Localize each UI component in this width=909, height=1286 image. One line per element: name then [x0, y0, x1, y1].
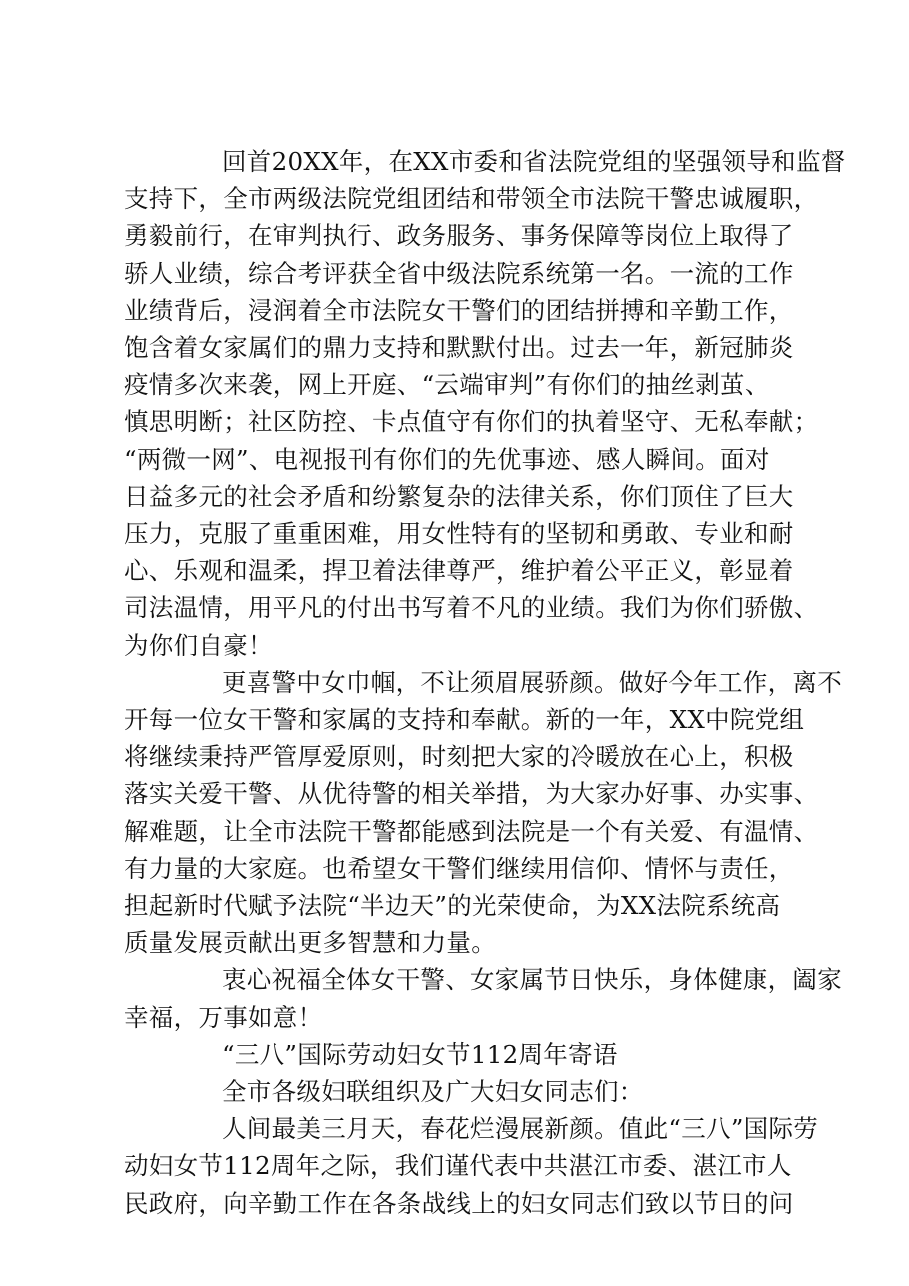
text-line: 司法温情，用平凡的付出书写着不凡的业绩。我们为你们骄傲、	[124, 593, 819, 623]
paragraph-blessing	[124, 961, 842, 1035]
text-line: 落实关爱干警、从优待警的相关举措，为大家办好事、办实事、	[124, 779, 819, 809]
text-line: 质量发展贡献出更多智慧和力量。	[124, 928, 496, 958]
text-line: 勇毅前行，在审判执行、政务服务、事务保障等岗位上取得了	[124, 221, 794, 251]
text-line: 为你们自豪！	[124, 630, 273, 660]
text-line: 人间最美三月天，春花烂漫展新颜。值此“三八”国际劳	[222, 1114, 819, 1144]
text-line: 将继续秉持严管厚爱原则，时刻把大家的冷暖放在心上，积极	[124, 742, 794, 772]
paragraph-review	[124, 143, 846, 664]
text-line: 疫情多次来袭，网上开庭、“云端审判”有你们的抽丝剥茧、	[124, 370, 770, 400]
text-line: 骄人业绩，综合考评获全省中级法院系统第一名。一流的工作	[124, 258, 794, 288]
text-line: 衷心祝福全体女干警、女家属节日快乐，身体健康，阖家	[222, 965, 842, 995]
text-line: “两微一网”、电视报刊有你们的先优事迹、感人瞬间。面对	[124, 444, 770, 474]
section-title	[124, 1036, 798, 1073]
text-line: 日益多元的社会矛盾和纷繁复杂的法律关系，你们顶住了巨大	[124, 481, 794, 511]
text-line: 有力量的大家庭。也希望女干警们继续用信仰、情怀与责任，	[124, 853, 794, 883]
salutation	[124, 1073, 798, 1110]
text-line: “三八”国际劳动妇女节112周年寄语	[222, 1039, 618, 1069]
text-line: 压力，克服了重重困难，用女性特有的坚韧和勇敢、专业和耐	[124, 519, 794, 549]
text-line: 开每一位女干警和家属的支持和奉献。新的一年，XX中院党组	[124, 705, 805, 735]
text-line: 更喜警中女巾帼，不让须眉展骄颜。做好今年工作，离不	[222, 667, 842, 697]
text-line: 饱含着女家属们的鼎力支持和默默付出。过去一年，新冠肺炎	[124, 333, 794, 363]
text-line: 民政府，向辛勤工作在各条战线上的妇女同志们致以节日的问	[124, 1188, 794, 1218]
paragraph-greeting	[124, 1110, 819, 1222]
text-line: 回首20XX年，在XX市委和省法院党组的坚强领导和监督	[222, 147, 846, 176]
paragraph-outlook	[124, 664, 842, 962]
text-line: 支持下，全市两级法院党组团结和带领全市法院干警忠诚履职，	[124, 184, 819, 214]
text-line: 担起新时代赋予法院“半边天”的光荣使命，为XX法院系统高	[124, 891, 781, 921]
text-line: 全市各级妇联组织及广大妇女同志们：	[222, 1077, 644, 1107]
text-line: 业绩背后，浸润着全市法院女干警们的团结拼搏和辛勤工作，	[124, 295, 794, 325]
text-line: 幸福，万事如意！	[124, 1002, 323, 1032]
document-body	[124, 143, 846, 1222]
text-line: 心、乐观和温柔，捍卫着法律尊严，维护着公平正义，彰显着	[124, 556, 794, 586]
text-line: 慎思明断；社区防控、卡点值守有你们的执着坚守、无私奉献；	[124, 407, 819, 437]
text-line: 解难题，让全市法院干警都能感到法院是一个有关爱、有温情、	[124, 816, 819, 846]
text-line: 动妇女节112周年之际，我们谨代表中共湛江市委、湛江市人	[124, 1151, 792, 1181]
